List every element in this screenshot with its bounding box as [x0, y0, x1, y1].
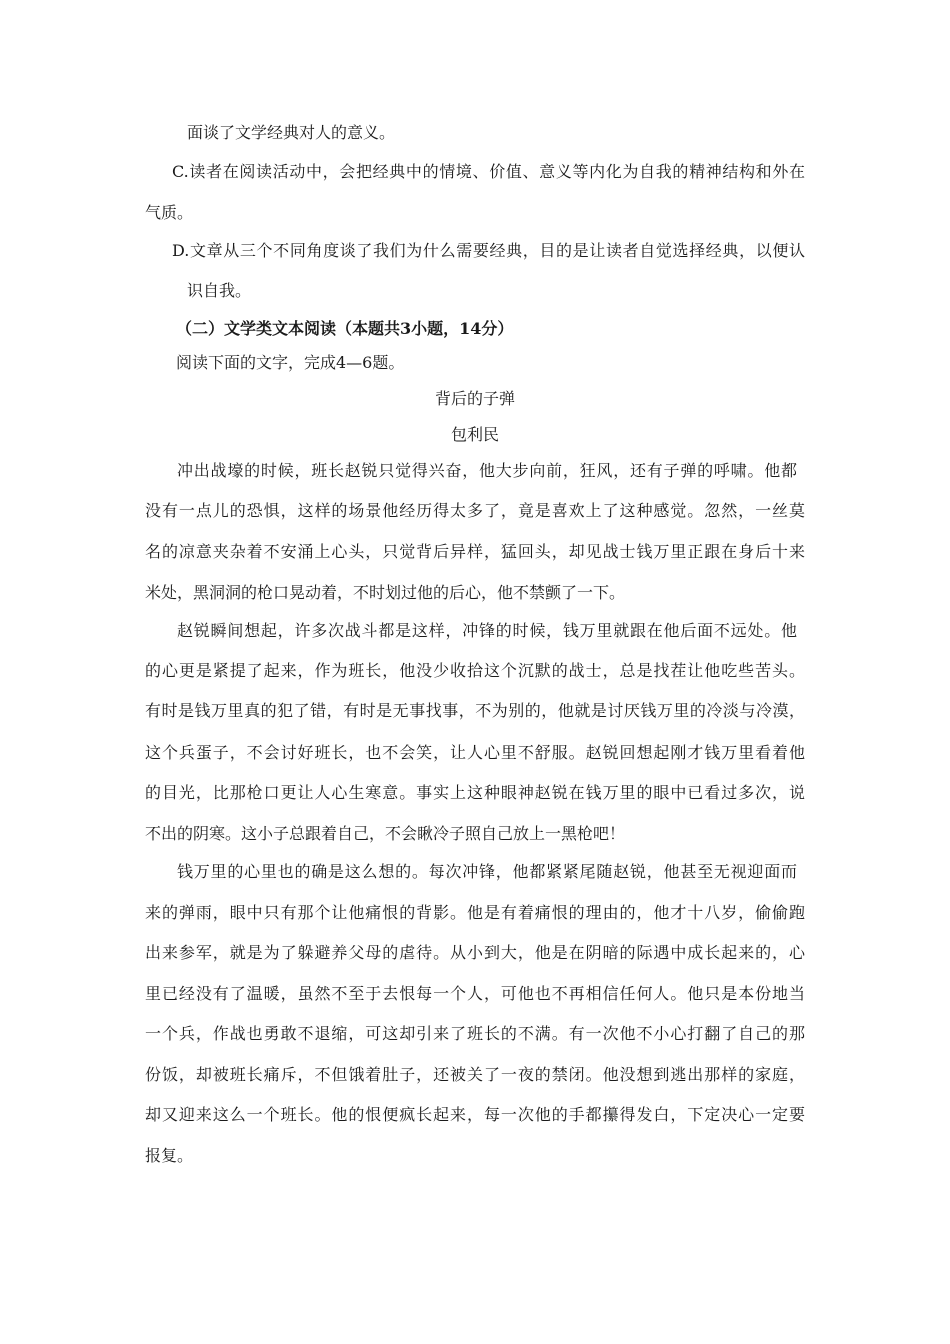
story-author: 包利民 [450, 425, 499, 444]
story-line: 的心更是紧提了起来，作为班长，他没少收拾这个沉默的战士，总是找茬让他吃些苦头。 [145, 661, 805, 680]
story-title: 背后的子弹 [434, 389, 515, 408]
story-line: 一个兵，作战也勇敢不退缩，可这却引来了班长的不满。有一次他不小心打翻了自己的那 [145, 1024, 805, 1043]
option-c-line-2: 气质。 [145, 203, 194, 222]
story-line: 冲出战壕的时候，班长赵锐只觉得兴奋，他大步向前，狂风，还有子弹的呼啸。他都 [177, 461, 797, 480]
story-line: 报复。 [145, 1146, 194, 1165]
option-d-line-1: D.文章从三个不同角度谈了我们为什么需要经典，目的是让读者自觉选择经典，以便认 [172, 241, 805, 260]
story-line: 米处，黑洞洞的枪口晃动着，不时划过他的后心，他不禁颤了一下。 [145, 583, 626, 602]
story-line: 没有一点儿的恐惧，这样的场景他经历得太多了，竟是喜欢上了这种感觉。忽然，一丝莫 [145, 501, 805, 520]
story-line: 这个兵蛋子，不会讨好班长，也不会笑，让人心里不舒服。赵锐回想起刚才钱万里看着他 [145, 743, 805, 762]
story-line: 的目光，比那枪口更让人心生寒意。事实上这种眼神赵锐在钱万里的眼中已看过多次，说 [145, 783, 805, 802]
option-d-line-2: 识自我。 [187, 281, 252, 300]
story-line: 份饭，却被班长痛斥，不但饿着肚子，还被关了一夜的禁闭。他没想到逃出那样的家庭， [145, 1065, 805, 1084]
section-heading: （二）文学类文本阅读（本题共3小题，14分） [176, 319, 514, 338]
story-line: 不出的阴寒。这小子总跟着自己，不会瞅冷子照自己放上一黑枪吧！ [145, 824, 626, 843]
story-line: 钱万里的心里也的确是这么想的。每次冲锋，他都紧紧尾随赵锐，他甚至无视迎面而 [177, 862, 797, 881]
story-line: 里已经没有了温暖，虽然不至于去恨每一个人，可他也不再相信任何人。他只是本份地当 [145, 984, 805, 1003]
story-line: 赵锐瞬间想起，许多次战斗都是这样，冲锋的时候，钱万里就跟在他后面不远处。他 [177, 621, 797, 640]
story-line: 却又迎来这么一个班长。他的恨便疯长起来，每一次他的手都攥得发白，下定决心一定要 [145, 1105, 805, 1124]
story-line: 有时是钱万里真的犯了错，有时是无事找事，不为别的，他就是讨厌钱万里的冷淡与冷漠， [145, 701, 805, 720]
story-line: 出来参军，就是为了躲避养父母的虐待。从小到大，他是在阴暗的际遇中成长起来的，心 [145, 943, 805, 962]
option-b-continuation: 面谈了文学经典对人的意义。 [187, 123, 396, 142]
option-c-line-1: C.读者在阅读活动中，会把经典中的情境、价值、意义等内化为自我的精神结构和外在 [172, 162, 805, 181]
story-line: 名的凉意夹杂着不安涌上心头，只觉背后异样，猛回头，却见战士钱万里正跟在身后十来 [145, 542, 805, 561]
story-line: 来的弹雨，眼中只有那个让他痛恨的背影。他是有着痛恨的理由的，他才十八岁，偷偷跑 [145, 903, 805, 922]
reading-instruction: 阅读下面的文字，完成4—6题。 [176, 353, 405, 372]
